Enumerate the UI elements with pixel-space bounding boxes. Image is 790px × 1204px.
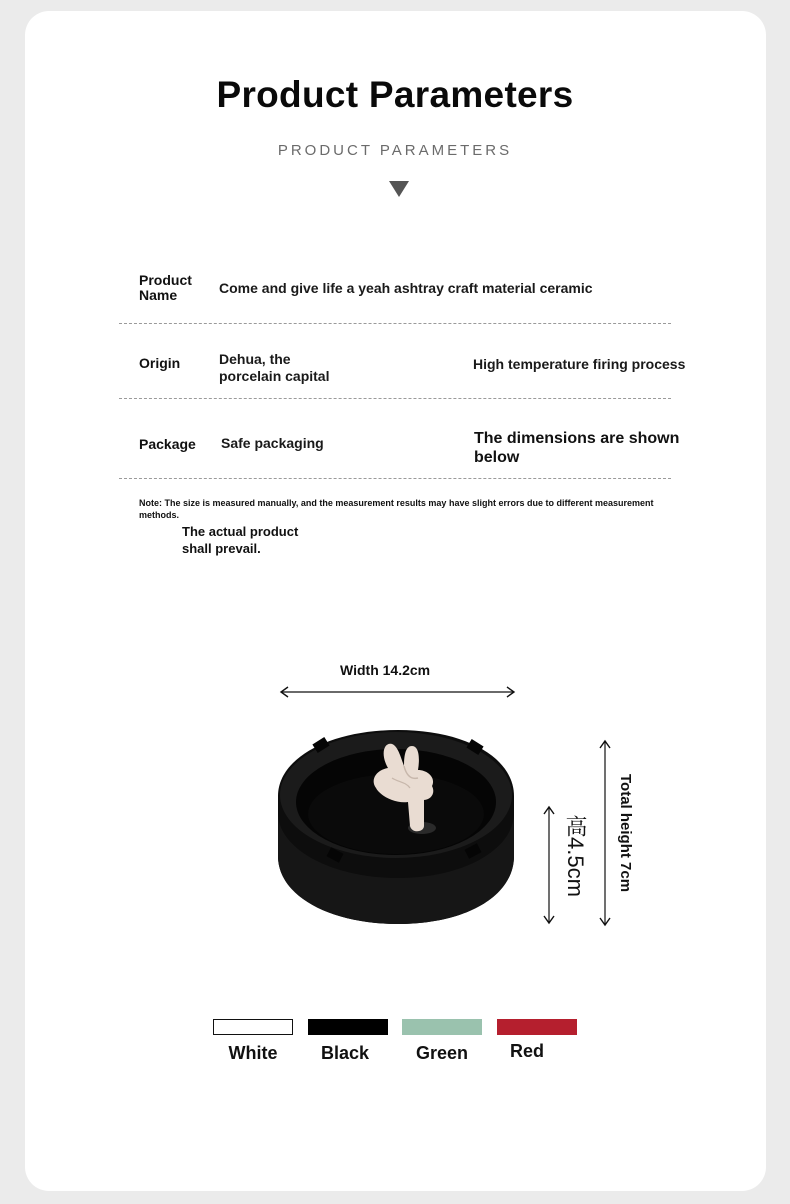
- prevail-note: The actual product shall prevail.: [182, 524, 299, 556]
- width-label: Width 14.2cm: [340, 662, 431, 678]
- measurement-note: Note: The size is measured manually, and the measurement results may have slight errors due to different measurement methods.: [139, 498, 654, 520]
- down-triangle-icon: [389, 181, 409, 197]
- origin-extra: High temperature firing process: [473, 356, 686, 372]
- ashtray-image: [270, 718, 525, 933]
- divider: [119, 323, 671, 324]
- inner-height-arrow-icon: [541, 803, 557, 927]
- color-label-white: White: [228, 1043, 278, 1063]
- package-extra: The dimensions are shown below: [474, 430, 680, 466]
- product-name-value: Come and give life a yeah ashtray craft material ceramic: [219, 280, 593, 296]
- color-label-black: Black: [320, 1043, 370, 1063]
- color-swatch-black: [308, 1019, 388, 1035]
- origin-label: Origin: [139, 355, 181, 371]
- color-label-green: Green: [415, 1043, 469, 1063]
- divider: [119, 398, 671, 399]
- page-title: Product Parameters: [216, 74, 574, 115]
- divider: [119, 478, 671, 479]
- package-value: Safe packaging: [221, 435, 324, 451]
- color-swatch-white: [213, 1019, 293, 1035]
- color-label-red: Red: [509, 1041, 544, 1061]
- product-name-label: Product Name: [139, 272, 192, 303]
- package-label: Package: [139, 436, 196, 452]
- total-height-arrow-icon: [597, 737, 613, 929]
- total-height-label: Total height 7cm: [617, 774, 634, 893]
- color-swatch-green: [402, 1019, 482, 1035]
- origin-value: Dehua, the porcelain capital: [219, 351, 330, 384]
- width-arrow-icon: [275, 684, 520, 700]
- color-swatch-red: [497, 1019, 577, 1035]
- inner-height-label: 高4.5cm: [563, 815, 588, 897]
- page-subtitle: PRODUCT PARAMETERS: [277, 142, 513, 159]
